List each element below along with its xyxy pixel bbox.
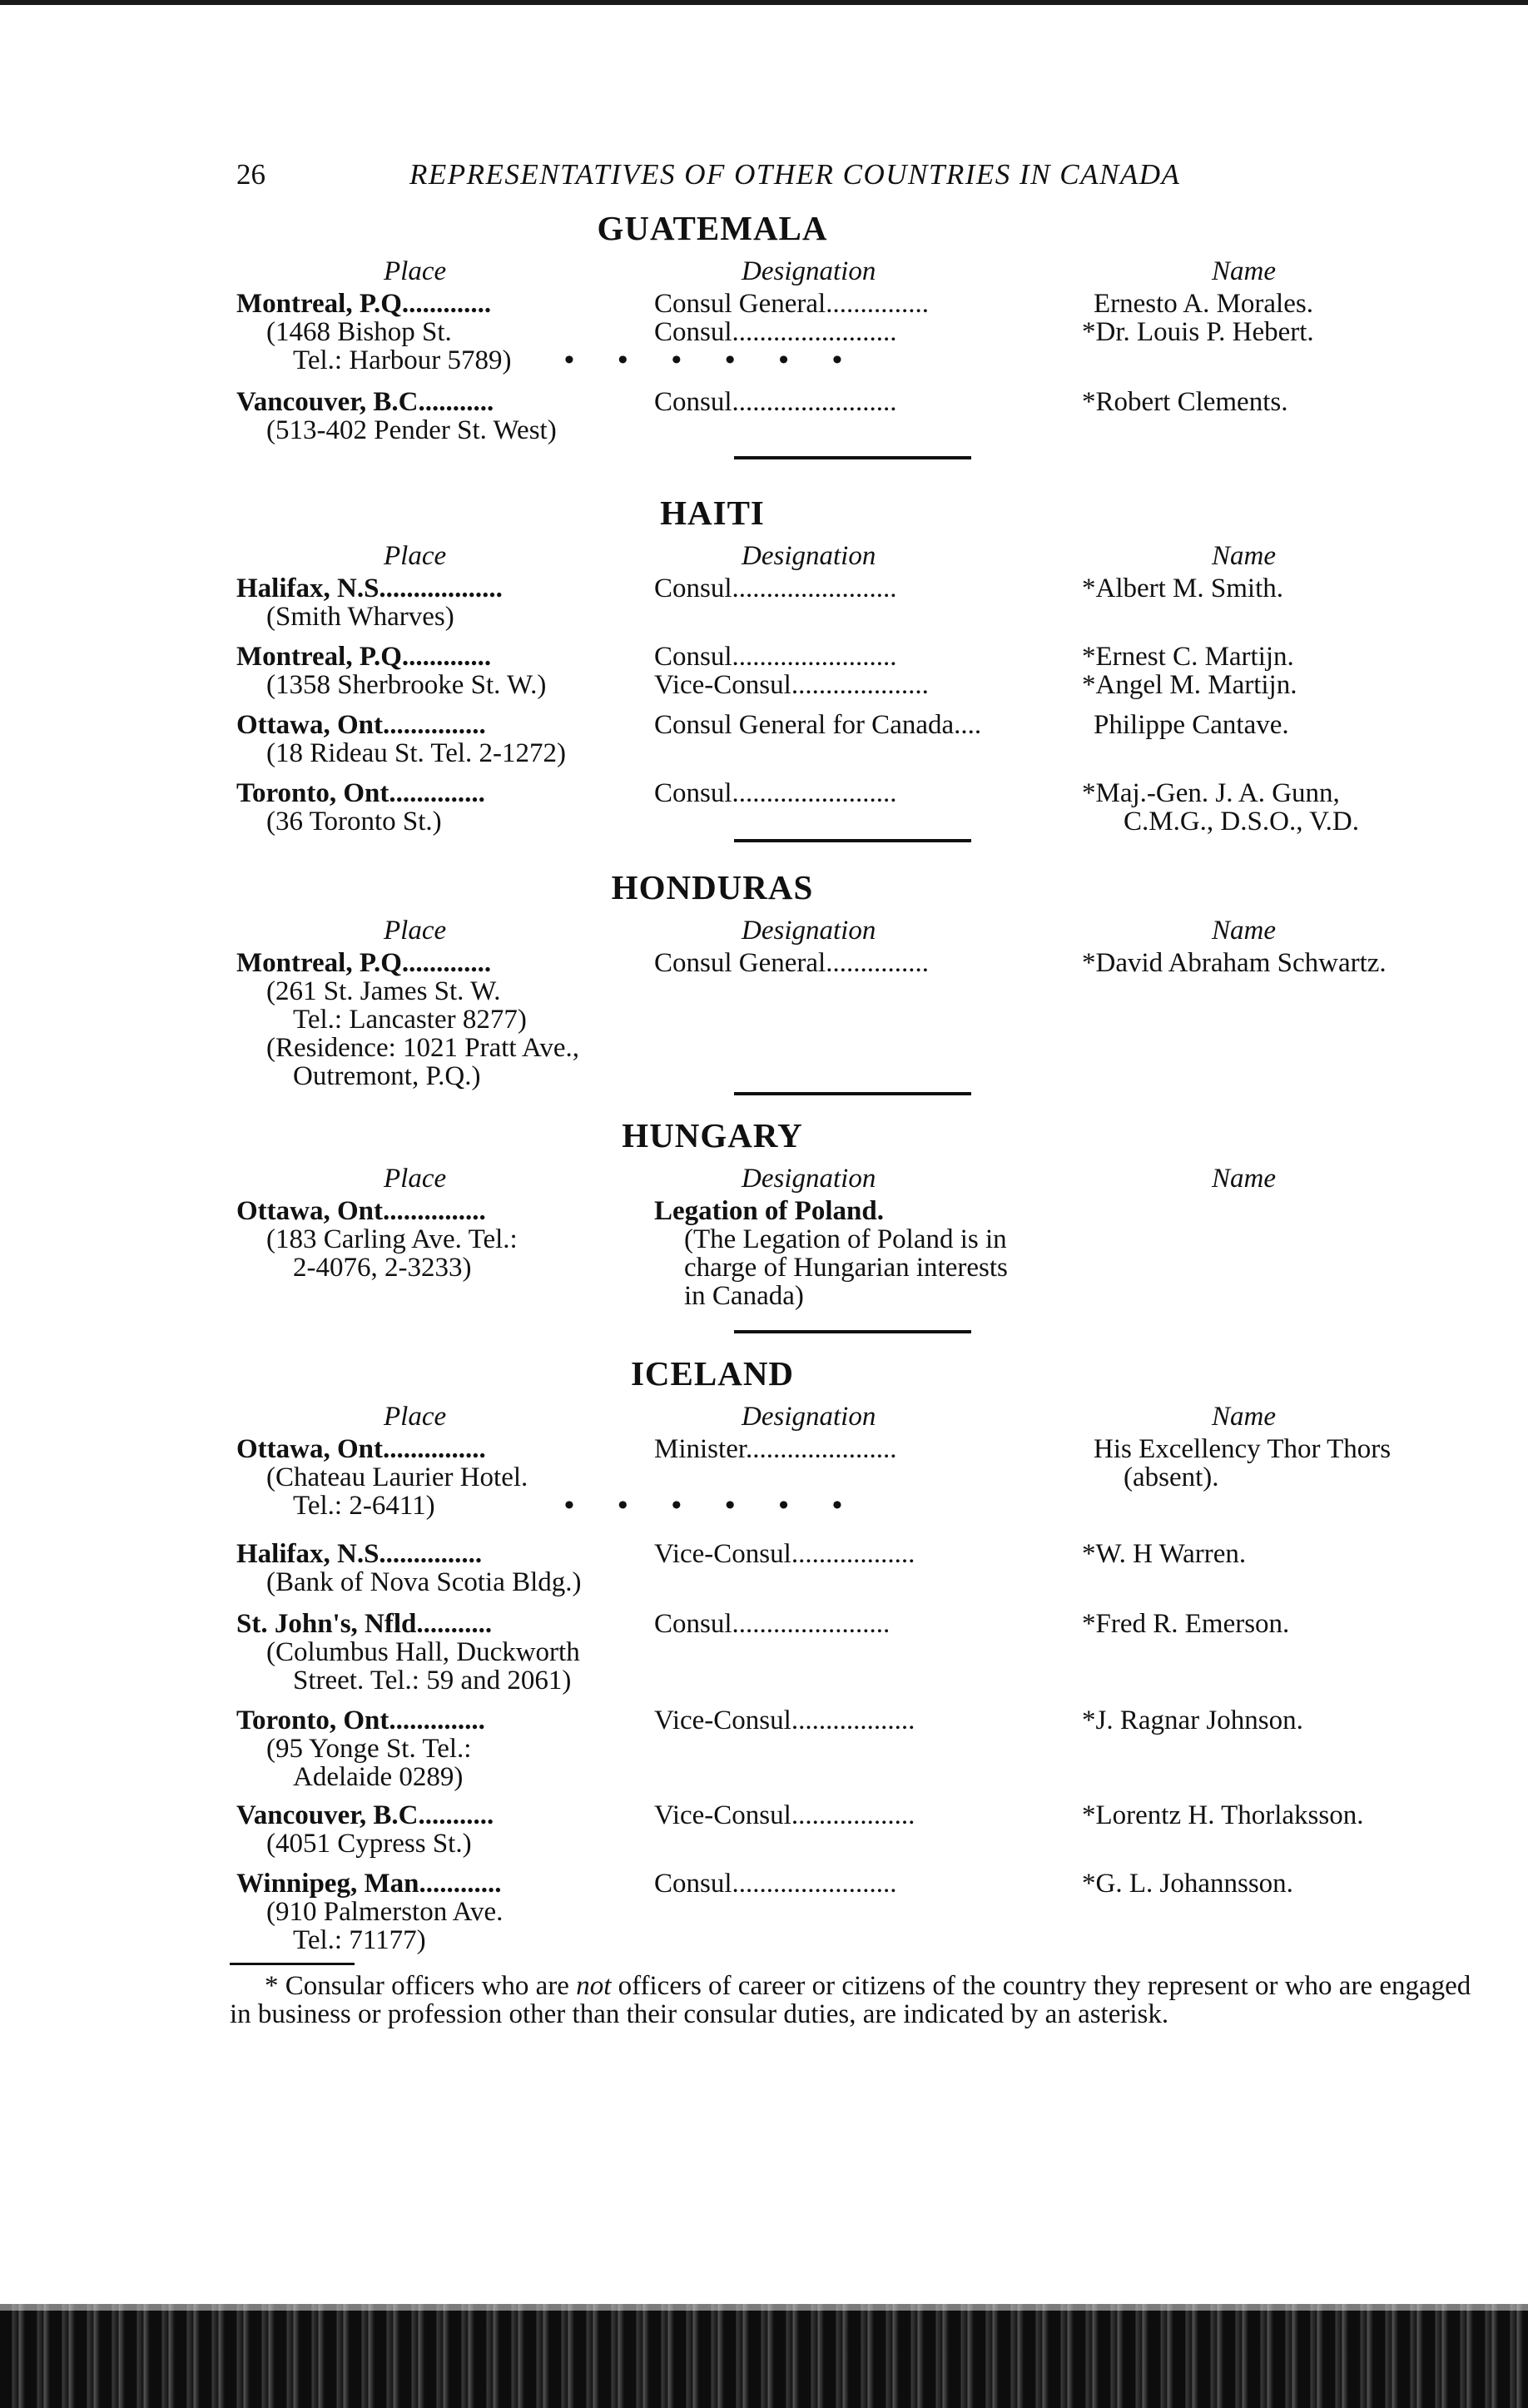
place-city: St. John's, Nfld........... bbox=[236, 1609, 493, 1639]
entry-row bbox=[230, 779, 1478, 839]
place-city: Ottawa, Ont............... bbox=[236, 1434, 486, 1464]
entry-row bbox=[230, 1435, 1478, 1527]
entry-row bbox=[230, 290, 1478, 380]
section-rule bbox=[734, 456, 971, 459]
place-detail: (Smith Wharves) bbox=[266, 602, 454, 632]
entry-row bbox=[230, 711, 1478, 779]
column-headings bbox=[230, 916, 1478, 949]
place-heading: Place bbox=[384, 1402, 447, 1432]
designation-heading: Designation bbox=[742, 916, 876, 946]
designation-heading: Designation bbox=[742, 256, 876, 286]
footnote-text-start: * Consular officers who are bbox=[265, 1971, 577, 2001]
top-edge-rule bbox=[0, 0, 1528, 5]
entry-row bbox=[230, 1197, 1478, 1330]
place-city: Toronto, Ont.............. bbox=[236, 1705, 485, 1735]
officer-name: Ernesto A. Morales. bbox=[1094, 289, 1313, 319]
place-cell bbox=[236, 643, 628, 699]
designation-cell bbox=[654, 949, 1062, 977]
name-cell bbox=[1082, 1801, 1481, 1830]
designation-cell bbox=[654, 1869, 1062, 1898]
entry-row bbox=[230, 1801, 1478, 1869]
place-city: Toronto, Ont.............. bbox=[236, 778, 485, 808]
name-heading: Name bbox=[1212, 1164, 1276, 1194]
place-cell bbox=[236, 779, 628, 836]
place-detail: (1468 Bishop St. bbox=[266, 317, 452, 347]
place-city: Halifax, N.S............... bbox=[236, 1539, 483, 1569]
entry-row bbox=[230, 1610, 1478, 1706]
designation: Consul........................ bbox=[654, 642, 897, 672]
column-headings bbox=[230, 1402, 1478, 1435]
designation: Consul........................ bbox=[654, 778, 897, 808]
place-detail: Street. Tel.: 59 and 2061) bbox=[293, 1666, 572, 1696]
place-heading: Place bbox=[384, 256, 447, 286]
officer-name: (absent). bbox=[1124, 1462, 1219, 1492]
designation-heading: Designation bbox=[742, 1164, 876, 1194]
country-heading: GUATEMALA bbox=[597, 209, 828, 247]
officer-name: *J. Ragnar Johnson. bbox=[1082, 1705, 1303, 1735]
name-cell bbox=[1082, 949, 1481, 977]
place-cell bbox=[236, 1869, 628, 1954]
section-haiti bbox=[230, 493, 1478, 842]
scan-bottom-edge bbox=[0, 2304, 1528, 2408]
page-number: 26 bbox=[236, 158, 265, 191]
place-detail: (183 Carling Ave. Tel.: bbox=[266, 1224, 518, 1254]
designation-cell bbox=[654, 711, 1062, 739]
place-city: Winnipeg, Man............ bbox=[236, 1869, 502, 1899]
place-cell bbox=[236, 1610, 628, 1695]
designation-cell bbox=[654, 1706, 1062, 1735]
place-detail: (18 Rideau St. Tel. 2-1272) bbox=[266, 738, 567, 768]
entry-row bbox=[230, 1869, 1478, 1963]
entry-row bbox=[230, 388, 1478, 456]
entry-row bbox=[230, 1706, 1478, 1801]
place-city: Ottawa, Ont............... bbox=[236, 710, 486, 740]
designation-cell bbox=[654, 1540, 1062, 1568]
place-detail: (Chateau Laurier Hotel. bbox=[266, 1462, 528, 1492]
name-heading: Name bbox=[1212, 1402, 1276, 1432]
name-cell bbox=[1082, 711, 1481, 739]
designation-heading: Designation bbox=[742, 541, 876, 571]
footnote-rule bbox=[230, 1963, 355, 1965]
designation: Consul........................ bbox=[654, 1869, 897, 1899]
country-heading: HAITI bbox=[660, 494, 765, 532]
designation-cell bbox=[654, 1435, 1062, 1463]
place-detail: Tel.: Harbour 5789) bbox=[293, 345, 512, 375]
page-title: REPRESENTATIVES OF OTHER COUNTRIES IN CANADA bbox=[409, 158, 1181, 191]
name-heading: Name bbox=[1212, 916, 1276, 946]
place-cell bbox=[236, 949, 628, 1090]
designation: Consul........................ bbox=[654, 387, 897, 417]
designation: Vice-Consul.................. bbox=[654, 1539, 915, 1569]
designation-cell bbox=[654, 1801, 1062, 1830]
column-headings bbox=[230, 256, 1478, 290]
officer-name: His Excellency Thor Thors bbox=[1094, 1434, 1392, 1464]
entry-row bbox=[230, 1540, 1478, 1610]
designation-note: charge of Hungarian interests bbox=[684, 1253, 1008, 1283]
place-detail: Adelaide 0289) bbox=[293, 1762, 464, 1792]
designation-note: (The Legation of Poland is in bbox=[684, 1224, 1007, 1254]
designation-cell bbox=[654, 574, 1062, 603]
officer-name: *W. H Warren. bbox=[1082, 1539, 1247, 1569]
name-cell bbox=[1082, 388, 1481, 416]
place-detail: (4051 Cypress St.) bbox=[266, 1829, 472, 1859]
designation: Minister...................... bbox=[654, 1434, 897, 1464]
name-cell bbox=[1082, 779, 1481, 836]
entry-separator: • • • • • • bbox=[564, 345, 861, 375]
place-detail: Outremont, P.Q.) bbox=[293, 1061, 481, 1091]
designation-cell bbox=[654, 1610, 1062, 1638]
name-heading: Name bbox=[1212, 256, 1276, 286]
place-city: Montreal, P.Q............. bbox=[236, 948, 492, 978]
place-cell bbox=[236, 1706, 628, 1791]
place-detail: (36 Toronto St.) bbox=[266, 807, 442, 837]
document-page bbox=[230, 158, 1478, 2056]
place-detail: (910 Palmerston Ave. bbox=[266, 1897, 504, 1927]
place-detail: (261 St. James St. W. bbox=[266, 976, 501, 1006]
country-heading: HONDURAS bbox=[611, 868, 814, 906]
designation: Consul General............... bbox=[654, 289, 929, 319]
section-rule bbox=[734, 1092, 971, 1095]
place-cell bbox=[236, 388, 628, 444]
officer-name: Philippe Cantave. bbox=[1094, 710, 1289, 740]
place-detail: (Bank of Nova Scotia Bldg.) bbox=[266, 1567, 582, 1597]
place-detail: (513-402 Pender St. West) bbox=[266, 415, 557, 445]
place-city: Montreal, P.Q............. bbox=[236, 642, 492, 672]
officer-name: *Angel M. Martijn. bbox=[1082, 670, 1297, 700]
designation: Vice-Consul.................... bbox=[654, 670, 929, 700]
officer-name: *Robert Clements. bbox=[1082, 387, 1288, 417]
place-city: Montreal, P.Q............. bbox=[236, 289, 492, 319]
designation: Vice-Consul.................. bbox=[654, 1800, 915, 1830]
place-detail: (1358 Sherbrooke St. W.) bbox=[266, 670, 547, 700]
place-detail: (Residence: 1021 Pratt Ave., bbox=[266, 1033, 580, 1063]
section-iceland bbox=[230, 1353, 1478, 1963]
place-heading: Place bbox=[384, 541, 447, 571]
entry-row bbox=[230, 574, 1478, 643]
place-detail: (Columbus Hall, Duckworth bbox=[266, 1637, 580, 1667]
name-cell bbox=[1082, 574, 1481, 603]
designation-cell bbox=[654, 643, 1062, 699]
section-rule bbox=[734, 1330, 971, 1333]
entry-row bbox=[230, 949, 1478, 1092]
place-heading: Place bbox=[384, 916, 447, 946]
column-headings bbox=[230, 541, 1478, 574]
entry-separator: • • • • • • bbox=[564, 1490, 861, 1521]
section-honduras bbox=[230, 867, 1478, 1095]
officer-name: *Maj.-Gen. J. A. Gunn, bbox=[1082, 778, 1340, 808]
place-detail: Tel.: 71177) bbox=[293, 1925, 426, 1955]
designation-cell bbox=[654, 290, 1062, 346]
officer-name: *Albert M. Smith. bbox=[1082, 573, 1284, 603]
place-cell bbox=[236, 574, 628, 631]
designation: Consul General for Canada.... bbox=[654, 710, 982, 740]
place-cell bbox=[236, 1197, 628, 1282]
column-headings bbox=[230, 1164, 1478, 1197]
name-cell bbox=[1082, 643, 1481, 699]
designation: Vice-Consul.................. bbox=[654, 1705, 915, 1735]
name-cell bbox=[1082, 290, 1481, 346]
footnote-emphasis: not bbox=[576, 1971, 612, 2001]
entry-row bbox=[230, 643, 1478, 711]
country-heading: HUNGARY bbox=[622, 1116, 803, 1154]
designation: Consul........................ bbox=[654, 573, 897, 603]
place-heading: Place bbox=[384, 1164, 447, 1194]
country-heading: ICELAND bbox=[630, 1354, 795, 1393]
section-hungary bbox=[230, 1115, 1478, 1333]
place-detail: (95 Yonge St. Tel.: bbox=[266, 1734, 472, 1764]
place-cell bbox=[236, 290, 628, 375]
designation: Legation of Poland. bbox=[654, 1196, 884, 1226]
designation: Consul General............... bbox=[654, 948, 929, 978]
officer-name: *David Abraham Schwartz. bbox=[1082, 948, 1387, 978]
place-city: Vancouver, B.C........... bbox=[236, 387, 494, 417]
place-detail: 2-4076, 2-3233) bbox=[293, 1253, 472, 1283]
designation-note: in Canada) bbox=[684, 1281, 804, 1311]
officer-name: *Lorentz H. Thorlaksson. bbox=[1082, 1800, 1364, 1830]
name-cell bbox=[1082, 1435, 1481, 1492]
name-cell bbox=[1082, 1540, 1481, 1568]
name-cell bbox=[1082, 1610, 1481, 1638]
designation-cell bbox=[654, 1197, 1062, 1310]
place-cell bbox=[236, 711, 628, 767]
place-city: Halifax, N.S.................. bbox=[236, 573, 503, 603]
designation-heading: Designation bbox=[742, 1402, 876, 1432]
place-city: Ottawa, Ont............... bbox=[236, 1196, 486, 1226]
officer-name: *Dr. Louis P. Hebert. bbox=[1082, 317, 1314, 347]
section-guatemala bbox=[230, 208, 1478, 459]
designation: Consul........................ bbox=[654, 317, 897, 347]
designation: Consul....................... bbox=[654, 1609, 891, 1639]
place-cell bbox=[236, 1540, 628, 1596]
place-city: Vancouver, B.C........... bbox=[236, 1800, 494, 1830]
place-cell bbox=[236, 1435, 628, 1520]
officer-name: *Fred R. Emerson. bbox=[1082, 1609, 1290, 1639]
place-cell bbox=[236, 1801, 628, 1858]
section-rule bbox=[734, 839, 971, 842]
place-detail: Tel.: 2-6411) bbox=[293, 1491, 435, 1521]
name-cell bbox=[1082, 1706, 1481, 1735]
officer-name: C.M.G., D.S.O., V.D. bbox=[1124, 807, 1360, 837]
place-detail: Tel.: Lancaster 8277) bbox=[293, 1005, 527, 1035]
designation-cell bbox=[654, 779, 1062, 807]
officer-name: *G. L. Johannsson. bbox=[1082, 1869, 1293, 1899]
designation-cell bbox=[654, 388, 1062, 416]
footnote-text-end: officers of career or citizens of the country they represent or who are engaged in business or profession other than their consular duties, are indicated by an asterisk. bbox=[230, 1971, 1471, 2029]
name-cell bbox=[1082, 1869, 1481, 1898]
name-heading: Name bbox=[1212, 541, 1276, 571]
running-head bbox=[230, 158, 1478, 198]
footnote bbox=[230, 1972, 1478, 2028]
officer-name: *Ernest C. Martijn. bbox=[1082, 642, 1294, 672]
